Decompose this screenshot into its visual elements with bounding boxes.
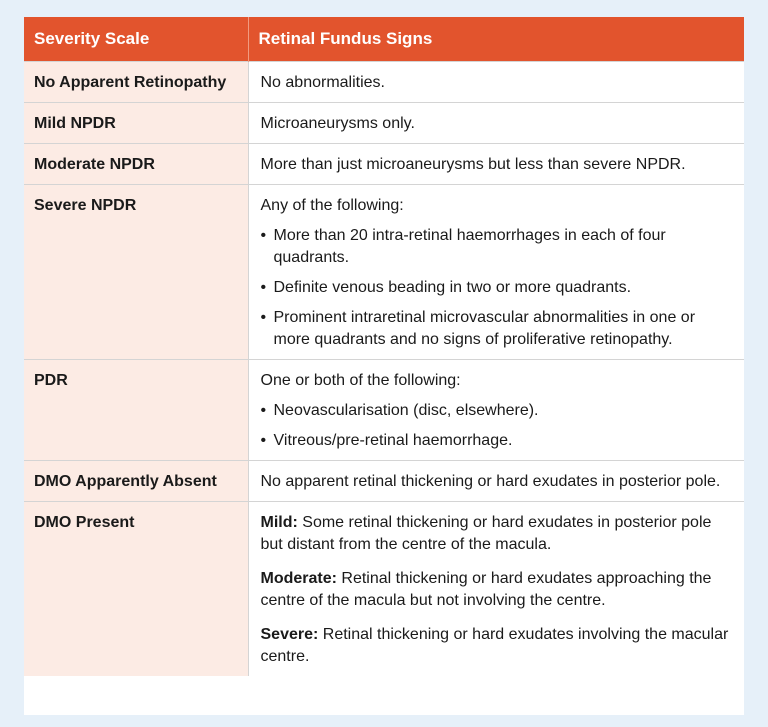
grade-paragraph: [261, 568, 735, 612]
list-item: [261, 225, 735, 269]
signs-cell: More than just microaneurysms but less than severe NPDR.: [248, 143, 744, 184]
severity-cell: No Apparent Retinopathy: [24, 61, 248, 102]
table-row: [24, 460, 744, 501]
list-item: [261, 277, 735, 299]
severity-table-frame: [24, 17, 744, 715]
severity-cell: DMO Apparently Absent: [24, 460, 248, 501]
list-item-text: Definite venous beading in two or more quadrants.: [273, 278, 632, 296]
severity-cell: DMO Present: [24, 501, 248, 676]
grade-label: Mild:: [260, 513, 303, 531]
list-item-text: Prominent intraretinal microvascular abnormalities in one or more quadrants and no signs of proliferative retinopathy.: [273, 308, 696, 348]
list-item-text: Vitreous/pre-retinal haemorrhage.: [273, 431, 513, 449]
table-row: [24, 501, 744, 676]
table-row: [24, 61, 744, 102]
grade-text: Retinal thickening or hard exudates approaching the centre of the macula but not involving the centre.: [260, 569, 712, 609]
signs-cell: [248, 184, 744, 359]
table-row: [24, 359, 744, 460]
severity-table: [24, 17, 744, 676]
severity-cell: Severe NPDR: [24, 184, 248, 359]
table-row: [24, 184, 744, 359]
table-row: [24, 143, 744, 184]
grade-paragraph: [261, 624, 735, 668]
signs-intro: Any of the following:: [260, 196, 404, 214]
table-header-row: [24, 17, 744, 61]
severity-cell: Mild NPDR: [24, 102, 248, 143]
grade-text: Some retinal thickening or hard exudates in posterior pole but distant from the centre of the macula.: [260, 513, 712, 553]
table-row: [24, 102, 744, 143]
list-item: [261, 430, 735, 452]
signs-intro: One or both of the following:: [260, 371, 461, 389]
list-item-text: Neovascularisation (disc, elsewhere).: [273, 401, 539, 419]
bullet-icon: •: [260, 278, 267, 296]
grade-label: Severe:: [260, 625, 323, 643]
header-retinal-fundus-signs: Retinal Fundus Signs: [248, 17, 744, 61]
header-severity-scale: Severity Scale: [24, 17, 248, 61]
signs-cell: [248, 501, 744, 676]
grade-label: Moderate:: [260, 569, 342, 587]
severity-cell: Moderate NPDR: [24, 143, 248, 184]
bullet-icon: •: [260, 308, 267, 326]
list-item-text: More than 20 intra-retinal haemorrhages in each of four quadrants.: [273, 226, 666, 266]
list-item: [261, 307, 735, 351]
bullet-icon: •: [260, 431, 267, 449]
severity-cell: PDR: [24, 359, 248, 460]
list-item: [261, 400, 735, 422]
grade-paragraph: [261, 512, 735, 556]
grade-text: Retinal thickening or hard exudates involving the macular centre.: [260, 625, 729, 665]
bullet-icon: •: [260, 226, 267, 244]
bullet-icon: •: [260, 401, 267, 419]
signs-cell: No abnormalities.: [248, 61, 744, 102]
signs-cell: No apparent retinal thickening or hard exudates in posterior pole.: [248, 460, 744, 501]
signs-cell: Microaneurysms only.: [248, 102, 744, 143]
signs-cell: [248, 359, 744, 460]
